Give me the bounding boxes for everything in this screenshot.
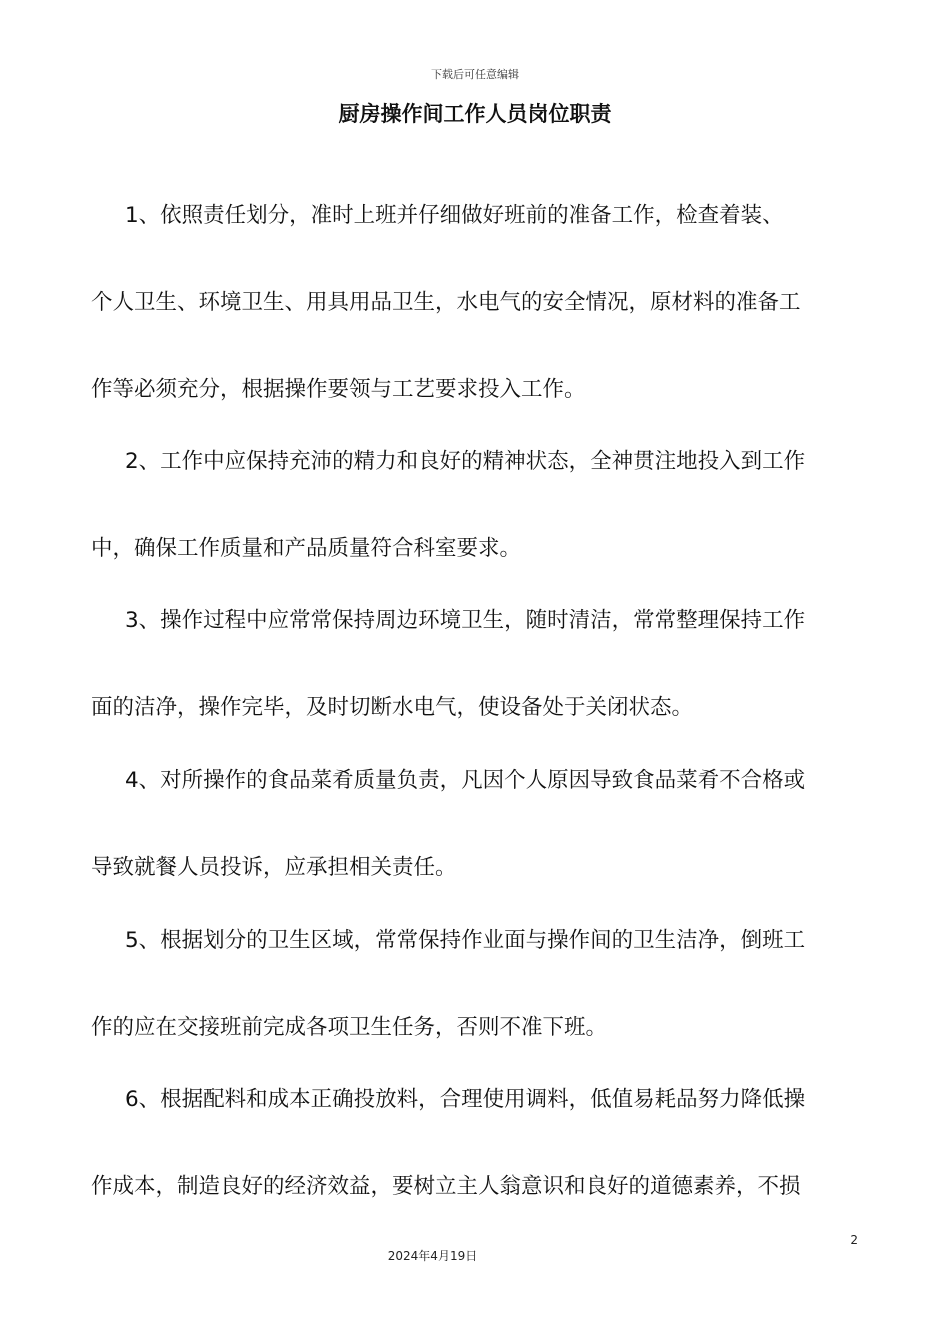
body-line-4: 2、工作中应保持充沛的精力和良好的精神状态，全神贯注地投入到工作 xyxy=(125,449,806,474)
body-line-12: 6、根据配料和成本正确投放料，合理使用调料，低值易耗品努力降低操 xyxy=(125,1087,806,1112)
body-line-13: 作成本，制造良好的经济效益，要树立主人翁意识和良好的道德素养，不损 xyxy=(91,1174,801,1199)
body-line-7: 面的洁净，操作完毕，及时切断水电气，使设备处于关闭状态。 xyxy=(91,695,694,720)
document-title: 厨房操作间工作人员岗位职责 xyxy=(338,102,612,126)
body-line-5: 中，确保工作质量和产品质量符合科室要求。 xyxy=(91,536,522,561)
body-line-1: 1、依照责任划分，准时上班并仔细做好班前的准备工作，检查着装、 xyxy=(125,203,784,228)
body-line-6: 3、操作过程中应常常保持周边环境卫生，随时清洁，常常整理保持工作 xyxy=(125,608,806,633)
body-line-2: 个人卫生、环境卫生、用具用品卫生，水电气的安全情况，原材料的准备工 xyxy=(91,290,801,315)
page-number: 2 xyxy=(850,1233,858,1247)
header-note: 下载后可任意编辑 xyxy=(431,68,519,81)
body-line-3: 作等必须充分，根据操作要领与工艺要求投入工作。 xyxy=(91,377,586,402)
body-line-11: 作的应在交接班前完成各项卫生任务，否则不准下班。 xyxy=(91,1015,608,1040)
body-line-10: 5、根据划分的卫生区域，常常保持作业面与操作间的卫生洁净，倒班工 xyxy=(125,928,806,953)
body-line-9: 导致就餐人员投诉，应承担相关责任。 xyxy=(91,855,457,880)
footer-date: 2024年4月19日 xyxy=(387,1249,478,1263)
body-line-8: 4、对所操作的食品菜肴质量负责，凡因个人原因导致食品菜肴不合格或 xyxy=(125,768,806,793)
